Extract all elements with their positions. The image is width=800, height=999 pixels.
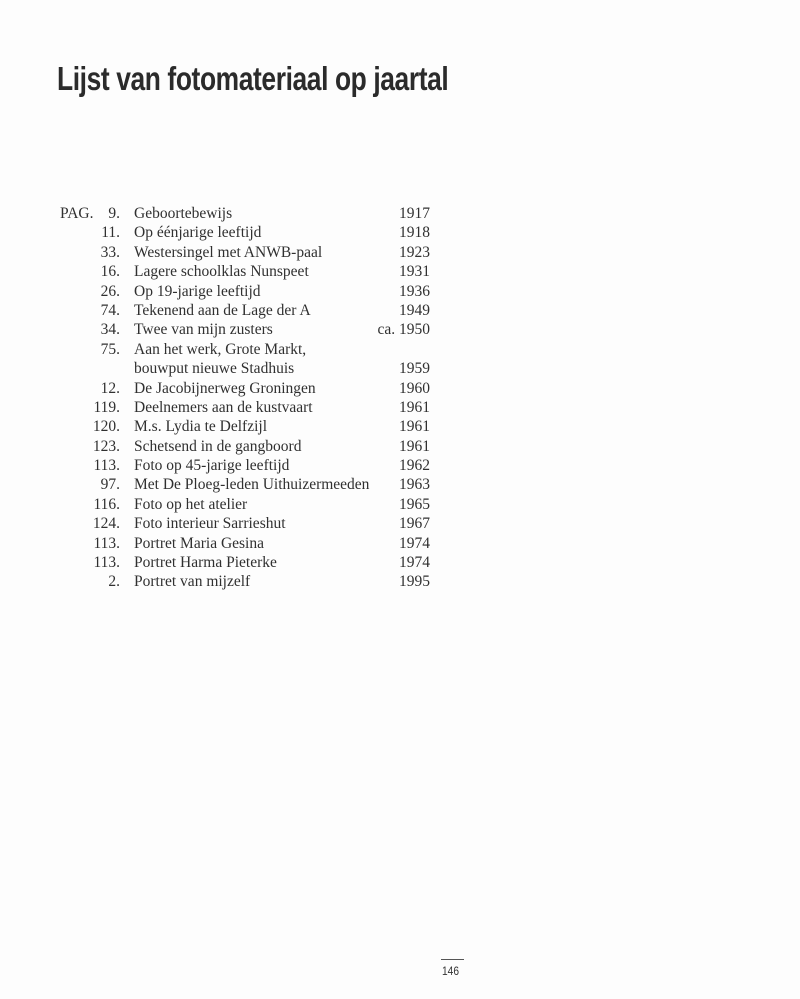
list-item — [0, 534, 800, 553]
list-item-line — [0, 553, 800, 572]
list-item-line — [0, 398, 800, 417]
page-reference: 113. — [93, 457, 120, 475]
list-item-line — [0, 514, 800, 533]
list-item-line — [0, 437, 800, 456]
photo-year: 1960 — [399, 379, 430, 397]
list-item-line — [0, 417, 800, 436]
photo-caption: Tekenend aan de Lage der A — [134, 301, 311, 319]
list-item-line — [0, 340, 800, 359]
photo-year: 1961 — [399, 437, 430, 455]
page-title: Lijst van fotomateriaal op jaartal — [57, 60, 449, 97]
list-item — [0, 262, 800, 281]
list-item — [0, 475, 800, 494]
photo-caption: Twee van mijn zusters — [134, 321, 273, 339]
page-prefix-label: PAG. — [60, 205, 94, 222]
photo-caption: Portret van mijzelf — [134, 573, 251, 591]
photo-caption: Geboortebewijs — [134, 205, 233, 222]
list-item — [0, 204, 800, 223]
photo-caption: Foto op 45-jarige leeftijd — [134, 457, 290, 475]
page-reference: 113. — [93, 534, 120, 552]
photo-caption: Portret Harma Pieterke — [134, 554, 277, 572]
list-item — [0, 282, 800, 301]
list-item — [0, 320, 800, 339]
photo-year: 1965 — [399, 495, 430, 513]
photo-year: 1959 — [399, 360, 430, 378]
list-item — [0, 514, 800, 533]
list-item-line — [0, 495, 800, 514]
list-item-line — [0, 262, 800, 281]
list-item-line — [0, 243, 800, 262]
photo-year: 1974 — [399, 554, 430, 572]
footer-rule — [441, 959, 464, 960]
page-reference: 123. — [92, 437, 120, 455]
list-item — [0, 340, 800, 379]
list-item — [0, 301, 800, 320]
photo-year: 1961 — [399, 398, 430, 416]
page-reference: 124. — [92, 515, 120, 533]
page-reference: 113. — [93, 554, 120, 572]
page-reference: 26. — [100, 282, 120, 300]
photo-year: 1918 — [399, 224, 430, 242]
page-reference: 120. — [92, 418, 120, 436]
photo-caption: Foto interieur Sarrieshut — [134, 515, 286, 533]
list-item-line — [0, 359, 800, 378]
photo-caption: Op éénjarige leeftijd — [134, 224, 262, 242]
photo-caption: Deelnemers aan de kustvaart — [134, 398, 313, 416]
photo-year: 1917 — [399, 205, 430, 222]
page-reference: 2. — [108, 573, 120, 591]
list-item-line — [0, 379, 800, 398]
page-number: 146 — [442, 964, 460, 978]
list-item — [0, 379, 800, 398]
photo-caption: Foto op het atelier — [134, 495, 248, 513]
page-reference: 74. — [100, 301, 120, 319]
page-reference: 33. — [100, 243, 120, 261]
list-item — [0, 417, 800, 436]
photo-year: 1961 — [399, 418, 430, 436]
photo-year: 1967 — [399, 515, 430, 533]
page-reference: 75. — [100, 340, 120, 358]
page-reference: 12. — [100, 379, 120, 397]
photo-year: ca. 1950 — [377, 321, 430, 339]
photo-year: 1949 — [399, 301, 430, 319]
list-item-line — [0, 572, 800, 591]
list-item — [0, 572, 800, 591]
list-item-line — [0, 282, 800, 301]
list-item-line — [0, 534, 800, 553]
list-item-line — [0, 475, 800, 494]
photo-year: 1963 — [399, 476, 430, 494]
list-item-line — [0, 223, 800, 242]
photo-caption: Op 19-jarige leeftijd — [134, 282, 261, 300]
photo-caption: Met De Ploeg-leden Uithuizermeeden — [134, 476, 370, 494]
list-item — [0, 398, 800, 417]
list-item — [0, 553, 800, 572]
page-reference: 34. — [100, 321, 120, 339]
page-reference: 97. — [100, 476, 120, 494]
photo-caption: Schetsend in de gangboord — [134, 437, 302, 455]
list-item — [0, 437, 800, 456]
photo-caption: M.s. Lydia te Delfzijl — [134, 418, 268, 436]
list-item — [0, 223, 800, 242]
photo-caption: De Jacobijnerweg Groningen — [134, 379, 316, 397]
list-item — [0, 495, 800, 514]
page-reference: 116. — [93, 495, 120, 513]
photo-year: 1974 — [399, 534, 430, 552]
photo-caption: Aan het werk, Grote Markt, — [134, 340, 307, 358]
list-item-line — [0, 204, 800, 223]
page-reference: 9. — [108, 205, 120, 222]
page-reference: 11. — [101, 224, 120, 242]
photo-list — [0, 204, 800, 592]
list-item — [0, 456, 800, 475]
list-item-line — [0, 301, 800, 320]
page-reference: 16. — [100, 263, 120, 281]
list-item-line — [0, 456, 800, 475]
photo-caption: bouwput nieuwe Stadhuis — [134, 360, 295, 378]
photo-year: 1923 — [399, 243, 430, 261]
photo-year: 1962 — [399, 457, 430, 475]
photo-caption: Westersingel met ANWB-paal — [134, 243, 323, 261]
photo-caption: Portret Maria Gesina — [134, 534, 264, 552]
page-reference: 119. — [93, 398, 120, 416]
photo-caption: Lagere schoolklas Nunspeet — [134, 263, 309, 281]
list-item — [0, 243, 800, 262]
photo-year: 1931 — [399, 263, 430, 281]
photo-year: 1936 — [399, 282, 430, 300]
photo-year: 1995 — [399, 573, 430, 591]
list-item-line — [0, 320, 800, 339]
